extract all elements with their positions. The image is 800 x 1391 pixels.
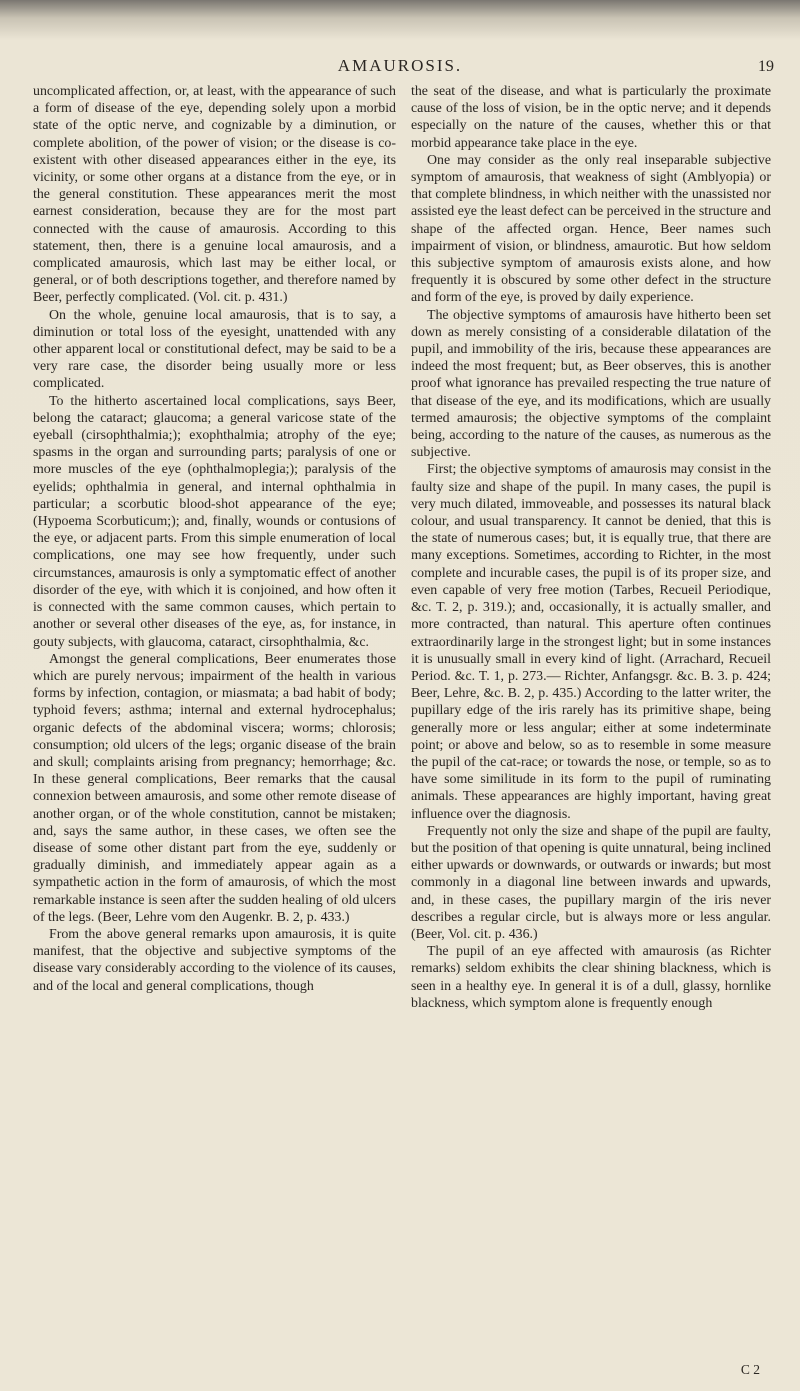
paragraph: The pupil of an eye affected with amaurosis (as Richter remarks) seldom exhibits the clear shining blackness, which is seen in a healthy eye. In general it is of a dull, glassy, hornlike blackness, which symptom alone is frequently enough: [411, 944, 771, 1011]
left-column: [33, 83, 396, 995]
paragraph: Frequently not only the size and shape of the pupil are faulty, but the position of that opening is quite unnatural, being inclined either upwards or downwards, or outwards or inwards; but most commonly in a diagonal line between inwards and upwards, and, in these cases, the pupillary margin of the iris never describes a regular circle, but is always more or less angular. (Beer, Vol. cit. p. 436.): [411, 823, 771, 942]
paragraph: First; the objective symptoms of amaurosis may consist in the faulty size and shape of the pupil. In many cases, the pupil is very much dilated, immoveable, and possesses its natural black colour, and usual transparency. It cannot be denied, that this is the state of numerous cases; but, it is equally true, that there are many exceptions. Sometimes, according to Richter, in the most complete and incurable cases, the pupil is of its proper size, and even capable of very free motion (Tarbes, Recueil Periodique, &c. T. 2, p. 319.); and, occasionally, it is actually smaller, and more contracted, than natural. This aperture often continues extraordinarily large in the strongest light; but in some instances it is unusually small in every kind of light. (Arrachard, Recueil Period. &c. T. 1, p. 273.— Richter, Anfangsgr. &c. B. 3. p. 424; Beer, Lehre, &c. B. 2, p. 435.) According to the latter writer, the pupillary edge of the iris rarely has its primitive shape, being generally more or less angular; either at some indeterminate point; or above and below, so as to resemble in some measure the pupil of the cat-race; or towards the nose, or temple, so as to have some similitude in its form to the pupil of ruminating animals. These appearances are highly important, having great influence over the diagnosis.: [411, 462, 771, 822]
running-title: AMAUROSIS.: [337, 56, 463, 75]
paragraph: the seat of the disease, and what is particularly the proximate cause of the loss of vision, be in the optic nerve; and it depends especially on the nature of the causes, whether this or that morbid appearance take place in the eye.: [411, 84, 771, 151]
page-number: 19: [758, 58, 774, 75]
paragraph: On the whole, genuine local amaurosis, that is to say, a diminution or total loss of the eyesight, unattended with any other apparent local or constitutional defect, may be said to be a very rare case, the disorder being usually more or less complicated.: [33, 307, 396, 392]
paragraph: Amongst the general complications, Beer enumerates those which are purely nervous; impairment of the health in various forms by infection, contagion, or miasmata; a bad habit of body; typhoid fevers; asthma; internal and external hydrocephalus; organic defects of the abdominal viscera; worms; chlorosis; consumption; old ulcers of the legs; organic disease of the brain and skull; complaints arising from pregnancy; hemorrhage; &c. In these general complications, Beer remarks that the causal connexion between amaurosis, and some other remote disease of another organ, or of the whole constitution, cannot be mistaken; and, says the same author, in these cases, we often see the disease of some other distant part from the eye, suddenly or gradually diminish, and immediately appear again as a sympathetic action in the form of amaurosis, of which the most remarkable instance is seen after the sudden healing of old ulcers of the legs. (Beer, Lehre vom den Augenkr. B. 2, p. 433.): [33, 651, 396, 925]
signature-mark: C 2: [740, 1362, 760, 1377]
paragraph: uncomplicated affection, or, at least, with the appearance of such a form of disease of the eye, depending solely upon a morbid state of the optic nerve, and cognizable by a diminution, or complete abolition, of the power of vision; or the disease is co-existent with other diseased appearances either in the eye, its vicinity, or some other organs at a distance from the eye, or in the general constitution. These appearances merit the most earnest consideration, because they are for the most part connected with the cause of amaurosis. According to this statement, then, there is a genuine local amaurosis, and a complicated amaurosis, which last may be either local, or general, or of both descriptions together, and therefore named by Beer, perfectly complicated. (Vol. cit. p. 431.): [33, 84, 396, 306]
right-column: [411, 83, 771, 1012]
paragraph: To the hitherto ascertained local complications, says Beer, belong the cataract; glaucoma; a general varicose state of the eyeball (cirsophthalmia;); exophthalmia; atrophy of the eye; spasms in the organ and surrounding parts; paralysis of one or more muscles of the eye (ophthalmoplegia;); paralysis of the eyelids; ophthalmia in general, and internal ophthalmia in particular; a scorbutic blood-shot appearance of the eye; (Hypoema Scorbuticum;); and, finally, wounds or contusions of the eye, or adjacent parts. From this simple enumeration of local complications, one may see how frequently, under such circumstances, amaurosis is only a symptomatic effect of another disorder of the eye, with which it is conjoined, and how often it is connected with the same common causes, which pertain to another or several other diseases of the eye, as, for instance, in gouty subjects, with glaucoma, cataract, cirsophthalmia, &c.: [33, 393, 396, 650]
paragraph: One may consider as the only real inseparable subjective symptom of amaurosis, that weakness of sight (Amblyopia) or that complete blindness, in which neither with the unassisted nor assisted eye the least defect can be perceived in the structure and shape of the affected organ. Hence, Beer names such impairment of vision, or blindness, amaurotic. But how seldom this subjective symptom of amaurosis exists alone, and how frequently it is obscured by some other defect in the structure and form of the eye, is proved by daily experience.: [411, 152, 771, 306]
paragraph: The objective symptoms of amaurosis have hitherto been set down as merely consisting of a considerable dilatation of the pupil, and immobility of the iris, because these appearances are indeed the most frequent; but, as Beer observes, this is another proof what ignorance has prevailed respecting the true nature of that disease of the eye, and its modifications, which are usually termed amaurosis; the objective symptoms of the complaint being, according to the nature of the causes, as numerous as the subjective.: [411, 307, 771, 461]
paragraph: From the above general remarks upon amaurosis, it is quite manifest, that the objective and subjective symptoms of the disease vary considerably according to the violence of its causes, and of the local and general complications, though: [33, 926, 396, 994]
page-header: [0, 52, 800, 84]
